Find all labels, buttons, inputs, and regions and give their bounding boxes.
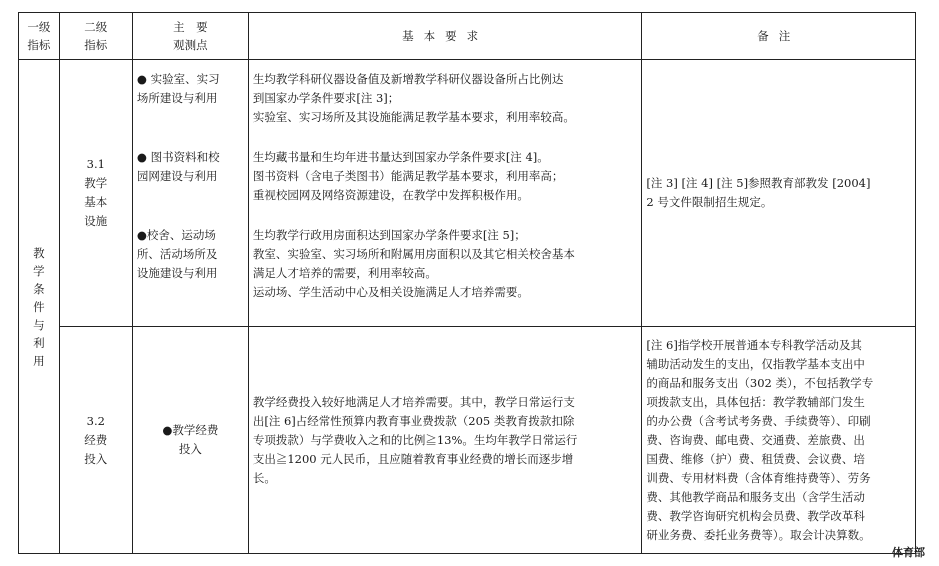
level2-text: 基本 bbox=[84, 195, 108, 209]
level2-text: 投入 bbox=[84, 451, 108, 466]
observation-text: 投入 bbox=[178, 442, 202, 456]
header-text: 指标 bbox=[84, 38, 108, 52]
observation-item bbox=[137, 226, 244, 283]
note-text: 训费、专用材料费（含体育维持费等）、劳务 bbox=[646, 470, 871, 485]
header-observation bbox=[132, 13, 248, 60]
level2-text: 3.1 bbox=[86, 157, 105, 171]
note-cell-3-2 bbox=[642, 327, 916, 554]
header-text: 观测点 bbox=[173, 38, 208, 52]
note-text: 项拨款支出，具体包括：教学教辅部门发生 bbox=[646, 394, 865, 409]
observation-text: ● 实验室、实习 bbox=[136, 72, 220, 86]
note-text: 费、咨询费、邮电费、交通费、差旅费、出 bbox=[646, 432, 865, 447]
requirement-text: 长。 bbox=[252, 470, 276, 485]
requirement-block bbox=[253, 70, 638, 148]
observation-text: ●校舍、运动场 bbox=[136, 228, 216, 242]
observation-text: 园网建设与利用 bbox=[136, 169, 218, 183]
note-text: 辅助活动发生的支出，仅指教学基本支出中 bbox=[646, 356, 865, 371]
requirement-text: 满足人才培养的需要，利用率较高。 bbox=[252, 266, 437, 280]
observation-item bbox=[137, 70, 244, 148]
requirement-block bbox=[253, 226, 638, 302]
observation-cell-3-2 bbox=[132, 327, 248, 554]
table-header-row bbox=[19, 13, 916, 60]
note-text: [注 6]指学校开展普通本专科教学活动及其 bbox=[646, 337, 862, 352]
requirement-text: 教室、实验室、实习场所和附属用房面积以及其它相关校舍基本 bbox=[252, 247, 575, 261]
requirement-text: 教学经费投入较好地满足人才培养需要。其中，教学日常运行支 bbox=[252, 394, 575, 409]
requirements-cell-3-1 bbox=[248, 60, 642, 327]
note-text: [注 3] [注 4] [注 5]参照教育部教发 [2004] bbox=[646, 176, 871, 190]
header-level2 bbox=[59, 13, 132, 60]
requirement-text: 运动场、学生活动中心及相关设施满足人才培养需要。 bbox=[252, 285, 529, 299]
row-3-1 bbox=[19, 60, 916, 327]
header-requirements: 基本要求 bbox=[248, 13, 642, 60]
note-text: 的商品和服务支出（302 类），不包括教学专 bbox=[646, 375, 874, 390]
requirements-cell-3-2 bbox=[248, 327, 642, 554]
header-notes: 备注 bbox=[642, 13, 916, 60]
requirement-block bbox=[253, 148, 638, 226]
observation-text: ● 图书资料和校 bbox=[136, 150, 220, 164]
observation-text: 场所建设与利用 bbox=[136, 91, 218, 105]
observation-item bbox=[137, 148, 244, 226]
note-text: 费、其他教学商品和服务支出（含学生活动 bbox=[646, 489, 865, 504]
note-cell-3-1 bbox=[642, 60, 916, 327]
level2-text: 3.2 bbox=[86, 413, 105, 428]
header-level1 bbox=[19, 13, 60, 60]
requirement-text: 出[注 6]占经常性预算内教育事业费拨款（205 类教育拨款扣除 bbox=[252, 413, 575, 428]
level1-label: 教学条件与利用 bbox=[33, 245, 45, 368]
watermark-label: 体育部 bbox=[892, 546, 925, 559]
header-text: 二级 bbox=[84, 20, 108, 34]
observation-cell-3-1 bbox=[132, 60, 248, 327]
requirement-text: 图书资料（含电子类图书）能满足教学基本要求，利用率高； bbox=[252, 169, 564, 183]
note-text: 研业务费、委托业务费等）。取会计决算数。 bbox=[646, 527, 871, 542]
note-text: 的办公费（含考试考务费、手续费等）、印刷 bbox=[646, 413, 871, 428]
level1-cell bbox=[19, 60, 60, 554]
requirement-text: 支出≧1200 元人民币，且应随着教育事业经费的增长而逐步增 bbox=[252, 451, 574, 466]
criteria-table bbox=[18, 12, 916, 554]
requirement-text: 生均教学行政用房面积达到国家办学条件要求[注 5]； bbox=[252, 228, 526, 242]
note-text: 国费、维修（护）费、租赁费、会议费、培 bbox=[646, 451, 865, 466]
header-text: 一级 bbox=[27, 20, 51, 34]
observation-text: 设施建设与利用 bbox=[136, 266, 218, 280]
note-text: 2 号文件限制招生规定。 bbox=[646, 195, 773, 209]
requirement-text: 到国家办学条件要求[注 3]； bbox=[252, 91, 400, 105]
requirement-text: 实验室、实习场所及其设施能满足教学基本要求，利用率较高。 bbox=[252, 110, 575, 124]
observation-text: ●教学经费 bbox=[162, 423, 219, 437]
level2-cell-3-1 bbox=[59, 60, 132, 327]
requirement-text: 专项拨款）与学费收入之和的比例≧13%。生均年教学日常运行 bbox=[252, 432, 578, 447]
requirement-text: 生均教学科研仪器设备值及新增教学科研仪器设备所占比例达 bbox=[252, 72, 564, 86]
row-3-2 bbox=[19, 327, 916, 554]
note-text: 费、教学咨询研究机构会员费、教学改革科 bbox=[646, 508, 865, 523]
observation-text: 所、活动场所及 bbox=[136, 247, 218, 261]
requirement-text: 生均藏书量和生均年进书量达到国家办学条件要求[注 4]。 bbox=[252, 150, 549, 164]
level2-text: 设施 bbox=[84, 214, 108, 228]
header-text: 主 要 bbox=[173, 20, 208, 34]
requirement-text: 重视校园网及网络资源建设，在教学中发挥积极作用。 bbox=[252, 188, 529, 202]
header-text: 指标 bbox=[27, 38, 51, 52]
level2-text: 经费 bbox=[84, 432, 108, 447]
level2-cell-3-2 bbox=[59, 327, 132, 554]
level2-text: 教学 bbox=[84, 176, 108, 190]
